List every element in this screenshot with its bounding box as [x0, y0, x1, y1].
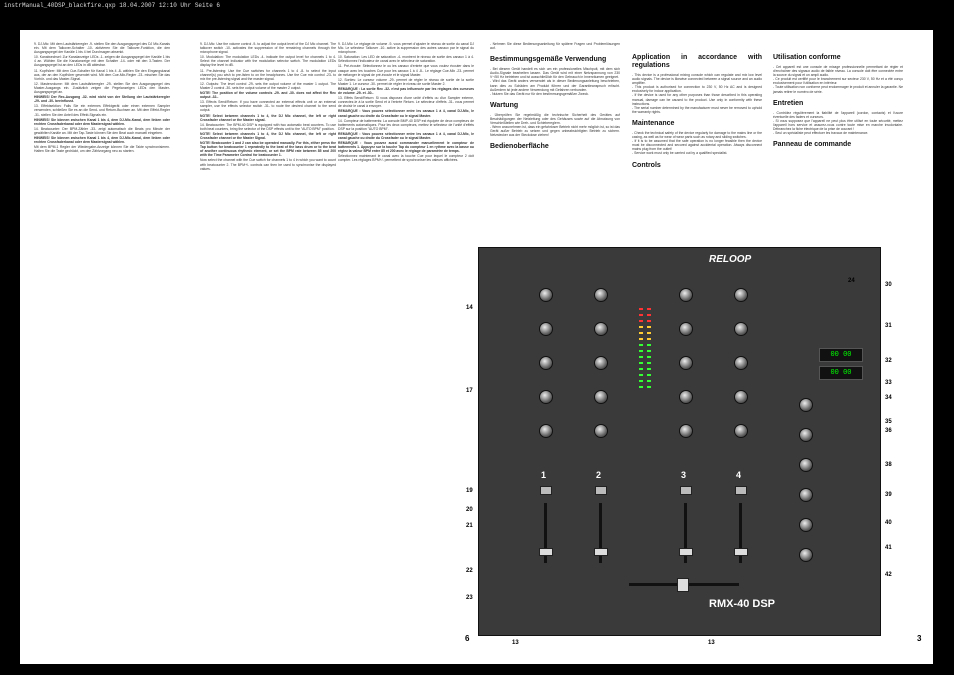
paragraph: NOTE! Select between channels 1 to 4, the DJ Mic channel, the left or right Crossfader channel or the Master Signal.	[200, 131, 336, 140]
callout-number: 19	[466, 488, 473, 494]
paragraph: 10. Saturation: Les LED de saturation -4- montrent le niveau de sortie des canaux 1 à 4. Sélectionnez l'indicateur de canal avec le sélecteur de saturation.	[338, 55, 474, 64]
channel-number: 1	[541, 470, 547, 480]
column-german-controls	[34, 42, 170, 154]
paragraph: REMARQUE : Vous pouvez aussi commander manuellement le compteur de battements 1. Appuyez sur la touche Tap du compteur 1 en rythme avec la basse ou réglez la valeur BPM entre 85 et 200 avec le réglage de paramètre de temps.	[338, 141, 474, 154]
callout-number: 17	[466, 388, 473, 394]
level-meter-led	[639, 380, 643, 382]
callout-number: 42	[885, 572, 892, 578]
level-meter-led	[647, 320, 651, 322]
level-meter-led	[639, 332, 643, 334]
paragraph: 10. Kanalwechsel: Zur Kanalanzeige LEDs -1- zeigen die Ausgangspegel der Kanäle 1 bis 4 an. Wählen Sie die Kanalanzeige mit dem Schalter -14- oder mit den 3-Tasten. Der Ausgangspegel ist an den LEDs in dB ablesbar.	[34, 55, 170, 68]
bpm-display: 00 00	[819, 348, 863, 362]
paragraph: - Contrôlez régulièrement la fiabilité de l'appareil (cordon, contacts) et l'usure éventuelle des faders et curseurs. - Si vous supposez que l'appareil ne peut plus être utilisé en toute sécurité, mettez l'appareil hors service et assurez-vous contre toute mise en marche involontaire. Débranchez la fiche électrique de la prise de courant ! - Seul un spécialiste peut effectuer les travaux de maintenance.	[773, 110, 903, 136]
paragraph: Sélectionnez maintenant le canal avec la touche Cue pour lequel le compteur 2 doit compter. Les réglages BPM+/- permettent de synchroniser les valeurs affichées.	[338, 154, 474, 163]
paragraph: 14. Beatcounter: The BPM-40 DSP is equipped with two automatic beat counters. To use both beat counters, bring the selector of the DSP effects unit to the "AUTO BPM" position.	[200, 122, 336, 131]
callout-number: 38	[885, 462, 892, 468]
channel-knob[interactable]	[734, 390, 748, 404]
callout-number: 13	[708, 640, 715, 646]
channel-knob[interactable]	[539, 424, 553, 438]
level-meter-led	[647, 338, 651, 340]
callout-number: 13	[512, 640, 519, 646]
paragraph: 11. Pre-listening: Use the Cue switches for channels 1 to 4 -8- to select the input channel(s) you wish to pre-listen to on the headphones. Use the Cue mix control -23- to mix the pre-listening signal and the master signal.	[200, 68, 336, 81]
channel-knob[interactable]	[679, 424, 693, 438]
paragraph: 13. Effects Send/Return: If you have connected an external effects unit or an external sampler, use the effects selector switch -31- to route the desired channel to the send output.	[200, 100, 336, 113]
callout-number: 21	[466, 523, 473, 529]
bpm-display: 00 00	[819, 366, 863, 380]
heading-wartung: Wartung	[490, 101, 519, 109]
level-meter-led	[647, 386, 651, 388]
callout-number: 22	[466, 568, 473, 574]
cue-button[interactable]	[735, 486, 747, 495]
channel-knob[interactable]	[734, 356, 748, 370]
channel-fader[interactable]	[679, 548, 693, 556]
paragraph: - Überprüfen Sie regelmäßig die technische Sicherheit des Gerätes auf Beschädigungen der Netzleitung oder des Gehäuses sowie auf die Abnutzung von Verschleißteilen wie Dreh- und Schiebereglern. - Wenn anzunehmen ist, dass ein gefahrloser Betrieb nicht mehr möglich ist, so ist das Gerät außer Betrieb zu setzen und gegen unbeabsichtigten Betrieb zu sichern. Netzstecker aus der Steckdose ziehen!	[490, 112, 620, 138]
channel-fader[interactable]	[539, 548, 553, 556]
paragraph: NOTE! Select between channels 1 to 4, the DJ Mic channel, the left or right Crossfader channel or the Master signal.	[200, 113, 336, 122]
paragraph: 9. DJ-Mic: Mit dem Lautstärkeregler -9- stellen Sie den Ausgangspegel des DJ Mic-Kanals ein. Mit dem Talkover-Schalter -10- aktivieren Sie die Talkover-Funktion, die den Ausgangspegel der Kanäle 1 bis 4 bei Durchsagen absenkt.	[34, 42, 170, 55]
crossfader[interactable]	[677, 578, 689, 592]
paragraph: NOTE! Beatcounter 1 and 2 can also be operated manually. For this, either press the Tap button for beatcounter 1 repeatedly to the beat of the bass drum or to the beat of another continuous rhythmic element, or set the BPM rate between 85 and 200 with the Time Parameter Control for beatcounter 1.	[200, 141, 336, 158]
paragraph: - Bei diesem Gerät handelt es sich um ein professionelles Mischpult, mit dem sich Audio-Signale bearbeiten lassen. Das Gerät wird mit einer Netzspannung von 230 V~/50 Hz betrieben und ist ausschließlich für den Gebrauch in Innenräumen geeignet. - Wird das Gerät anders verwendet als in dieser Bedienungsanleitung beschrieben, kann dies zu Schäden am Produkt führen und der Garantieanspruch erlischt. Außerdem ist jede andere Verwendung mit Gefahren verbunden. - Nutzen Sie das Gerät nur für den bestimmungsgemäßen Zweck.	[490, 67, 620, 96]
callout-number: 40	[885, 520, 892, 526]
channel-knob[interactable]	[539, 322, 553, 336]
paragraph: 14. Compteur de battements: La console BMP-40 DSP est équipée de deux compteurs de battements automatiques. Pour les deux compteurs, mettez le sélecteur de l'unité d'effets DSP sur la position "AUTO BPM".	[338, 118, 474, 131]
paragraph: - Check the technical safety of the device regularly for damage to the mains line or the casing, as well as for wear of wear parts such as rotary and sliding switches. - If it is to be assumed that the safe operation is no longer feasible then the device must be disconnected and secured against accidental operation. Always disconnect mains plug from the outlet! - Service work must only be carried out by a qualified specialist.	[632, 130, 762, 156]
model-label: RMX-40 DSP	[709, 598, 776, 610]
channel-knob[interactable]	[594, 288, 608, 302]
cue-button[interactable]	[595, 486, 607, 495]
level-meter-led	[639, 368, 643, 370]
level-meter-led	[647, 374, 651, 376]
heading-utilisation: Utilisation conforme	[773, 54, 841, 61]
heading-controls: Controls	[632, 161, 661, 169]
level-meter-led	[647, 368, 651, 370]
callout-number: 23	[466, 595, 473, 601]
paragraph: 10. Modulation: The modulation LEDs -4- indicate the output level for channels 1 to 4. Select the channel indicator with the modulation selector switch. The modulation LEDs display the level in dB.	[200, 55, 336, 68]
level-meter-led	[647, 380, 651, 382]
master-knob[interactable]	[799, 398, 813, 412]
column-french-safety	[773, 54, 903, 152]
paragraph: - This device is a professional mixing console which can regulate and mix low level audio signals. The device is likewise connected between a signal source and an audio amplifier. - This product is authorised for connection to 230 V, 50 Hz AC and is designed exclusively for indoor application. - If the device is used for any other purposes than those described in this operating manual, damage can be caused to the product. Use only in conformity with these instructions. - The serial number determined by the manufacturer must never be removed to uphold the warranty rights.	[632, 73, 762, 114]
callout-number: 33	[885, 380, 892, 386]
level-meter-led	[639, 344, 643, 346]
paragraph: - Nehmen Sie diese Bedienungsanleitung für spätere Fragen und Problemlösungen auf.	[490, 42, 620, 51]
paragraph: 11. Pré-écoute: Sélectionnez le ou les canaux d'entrée que vous voulez écouter dans le casque avec les touches Cue pour les canaux 1 à 4 -8-. Le réglage Cue-Mix -23- permet de mélanger le signal de pré-écoute et le signal Master.	[338, 64, 474, 77]
channel-knob[interactable]	[539, 356, 553, 370]
callout-number: 30	[885, 282, 892, 288]
level-meter-led	[639, 326, 643, 328]
paragraph: 12. Mastervolume: Mit dem Lautstärkeregler -29- stellen Sie den Ausgangspegel des Master-Ausgangs ein. Zusätzlich zeigen die Pegelanzeigen LEDs den Master-Ausgangspegel an.	[34, 81, 170, 95]
level-meter-led	[647, 362, 651, 364]
channel-knob[interactable]	[594, 390, 608, 404]
channel-fader[interactable]	[734, 548, 748, 556]
cue-button[interactable]	[540, 486, 552, 495]
callout-number: 35	[885, 419, 892, 425]
level-meter-led	[647, 356, 651, 358]
level-meter-led	[647, 326, 651, 328]
callout-number: 34	[885, 395, 892, 401]
master-knob[interactable]	[799, 458, 813, 472]
heading-maintenance: Maintenance	[632, 119, 675, 127]
channel-knob[interactable]	[734, 322, 748, 336]
level-meter-led	[639, 320, 643, 322]
channel-knob[interactable]	[679, 322, 693, 336]
level-meter-led	[639, 386, 643, 388]
paragraph: 11. Kopfhörer: Mit dem Cue-Schalter für Kanal 1 bis 4 -8- wählen Sie den Eingangskanal aus, der an den Kopfhörer gesendet wird. Mit dem Cue-Mix-Regler -23- mischen Sie das Vorhör- und das Master-Signal.	[34, 68, 170, 81]
file-header: instrManual_40DSP_blackfire.qxp 18.04.2007 12:10 Uhr Seite 6	[4, 2, 221, 9]
paragraph: - Cet appareil est une console de mixage professionnelle permettant de régler et d'enchaîner des signaux audio de faible niveau. La console doit être connectée entre la source du signal et un ampli audio. - Ce produit est certifié pour le branchement sur secteur 230 V, 50 Hz et a été conçu exclusivement pour l'utilisation en intérieur. - Toute utilisation non conforme peut endommager le produit et annuler la garantie. Ne jamais retirer le numéro de série.	[773, 65, 903, 94]
channel-knob[interactable]	[594, 424, 608, 438]
paragraph: 13. Effektsektion: Falls Sie ein externes Effektgerät oder einen externen Sampler verwenden, schließen Sie es an die Send- und Return-Buchsen an. Mit dem Effekt-Regler -31- stellen Sie den Anteil des Effekt-Signals ein.	[34, 104, 170, 117]
paragraph: HINWEIS! Der Rec-Ausgang -32- wird nicht von der Stellung der Lautstärkeregler -29- und -30- beeinflusst.	[34, 95, 170, 104]
page-number-right: 3	[917, 634, 922, 643]
channel-knob[interactable]	[734, 288, 748, 302]
heading-entretien: Entretien	[773, 99, 804, 107]
channel-number: 2	[596, 470, 602, 480]
level-meter-led	[647, 332, 651, 334]
channel-knob[interactable]	[594, 356, 608, 370]
channel-knob[interactable]	[679, 390, 693, 404]
heading-application: Application in accordance with regulations	[632, 54, 762, 69]
channel-knob[interactable]	[679, 288, 693, 302]
callout-number: 36	[885, 428, 892, 434]
paragraph: HINWEIS! Sie können zwischen Kanal 1 bis 4, dem DJ-Mic-Kanal, dem linken oder rechten Crossfaderkanal oder dem Mastersignal wählen.	[34, 135, 170, 145]
channel-knob[interactable]	[594, 322, 608, 336]
paragraph: 13. Effets Send/Return: Si vous disposez d'une unité d'effets ou d'un Sampler externe, connectez-le à la sortie Send et à l'entrée Return. Le sélecteur d'effets -31- vous permet de choisir le canal à envoyer.	[338, 96, 474, 109]
channel-knob[interactable]	[679, 356, 693, 370]
channel-number: 3	[681, 470, 687, 480]
paragraph: REMARQUE : Vous pouvez sélectionner entre les canaux 1 à 4, canal DJ-Mic, le canal gauche ou droite du Crossfader ou le signal Master.	[338, 109, 474, 118]
page-number-left: 6	[465, 634, 470, 643]
heading-panneau: Panneau de commande	[773, 141, 852, 149]
channel-number: 4	[736, 470, 742, 480]
paragraph: 14. Beatcounter: Der BPM-Zähler -33- zeigt automatisch die Beats pro Minute der gewählten Kanäle an. Mit der Tap-Taste können Sie den Beat auch manuell eingeben.	[34, 126, 170, 135]
paragraph: REMARQUE : Vous pouvez sélectionner entre les canaux 1 à 4, canal DJ-Mic, le canal gauche ou droite du Crossfader ou le signal Master.	[338, 131, 474, 140]
callout-number: 24	[848, 278, 855, 284]
heading-bedienoberflaeche: Bedienoberfläche	[490, 143, 549, 151]
paragraph: HINWEIS! Sie können zwischen Kanal 1 bis 4, dem DJ-Mic-Kanal, dem linken oder rechten Crossfaderkanal oder dem Mastersignal wählen.	[34, 117, 170, 126]
level-meter-led	[639, 362, 643, 364]
level-meter-led	[639, 308, 643, 310]
column-english-controls	[200, 42, 336, 172]
level-meter-led	[639, 314, 643, 316]
mixer-illustration	[478, 247, 881, 636]
column-german-safety	[490, 42, 620, 154]
level-meter-led	[647, 308, 651, 310]
column-english-safety	[632, 54, 762, 173]
heading-verwendung: Bestimmungsgemäße Verwendung	[490, 56, 607, 64]
master-knob[interactable]	[799, 548, 813, 562]
level-meter-led	[647, 350, 651, 352]
paragraph: REMARQUE : La sortie Rec -32- n'est pas influencée par les réglages des curseurs de volume -29- et -30-.	[338, 86, 474, 96]
level-meter-led	[639, 338, 643, 340]
callout-number: 20	[466, 507, 473, 513]
channel-knob[interactable]	[734, 424, 748, 438]
channel-fader[interactable]	[594, 548, 608, 556]
column-french-controls	[338, 42, 474, 164]
level-meter-led	[639, 350, 643, 352]
callout-number: 39	[885, 492, 892, 498]
callout-number: 41	[885, 545, 892, 551]
paragraph: 12. Outputs: The level control -29- sets the output volume of the master 1 output. The Master 2 control -30- sets the output volume of the master 2 output.	[200, 81, 336, 90]
level-meter-led	[647, 314, 651, 316]
paragraph: 9. DJ-Mic: Use the volume control -9- to adjust the output level of the DJ Mic channel. The talkover switch -10- activates the suppression of the remaining channels through the microphone signal.	[200, 42, 336, 55]
level-meter-led	[647, 344, 651, 346]
callout-number: 14	[466, 305, 473, 311]
level-meter-led	[639, 374, 643, 376]
master-knob[interactable]	[799, 428, 813, 442]
paragraph: 12. Sorties: Le curseur volume -29- permet de régler le niveau de sortie de la sortie Master 1. Le curseur -30- permet de régler le niveau de sortie Master 2.	[338, 77, 474, 86]
callout-number: 31	[885, 323, 892, 329]
channel-knob[interactable]	[539, 390, 553, 404]
master-knob[interactable]	[799, 488, 813, 502]
paragraph: Now select the channel with the Cue switch for channels 1 to 4 in which you want to count with beatcounter 2. The BPM+/- controls can then be used to synchronise the displayed values.	[200, 158, 336, 171]
level-meter-led	[639, 356, 643, 358]
master-knob[interactable]	[799, 518, 813, 532]
brand-logo: RELOOP	[709, 254, 752, 265]
paragraph: NOTE! The position of the volume controls -29- and -30- does not affect the Rec output -32-.	[200, 91, 336, 100]
callout-number: 32	[885, 358, 892, 364]
paragraph: 9. DJ-Mic: Le réglage de volume -9- vous permet d'ajuster le niveau de sortie du canal DJ Mic. Le sélecteur Talkover -10- active la suppression des autres canaux par le signal du microphone.	[338, 42, 474, 55]
channel-knob[interactable]	[539, 288, 553, 302]
paragraph: Mit dem BPM-1 Regler der Wiedergabe-Anzeige können Sie die Takte synchronisieren. Halten Sie die Taste gedrückt, um den Zählvorgang neu zu starten.	[34, 145, 170, 154]
cue-button[interactable]	[680, 486, 692, 495]
